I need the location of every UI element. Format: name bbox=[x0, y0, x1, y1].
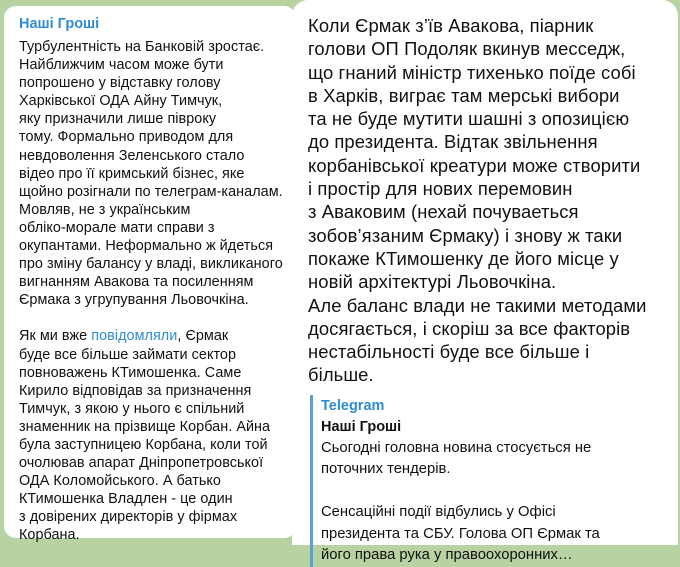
post-line: голови ОП Подоляк вкинув месседж, bbox=[308, 38, 626, 60]
post-line: більше. bbox=[308, 364, 374, 386]
preview-line: Сенсаційні події відбулись у Офісі bbox=[321, 503, 556, 520]
paragraph-line: Турбулентність на Банковій зростає. bbox=[19, 39, 265, 55]
post-text bbox=[308, 14, 666, 387]
post-line: покаже КТимошенку де його місце у bbox=[308, 247, 619, 269]
paragraph-line: Кирило відповідав за призначення bbox=[19, 382, 252, 399]
paragraph-line: невдоволення Зеленського стало bbox=[19, 147, 245, 164]
message-bubble-left bbox=[4, 6, 296, 544]
paragraph-line: повноважень КТимошенка. Саме bbox=[19, 364, 242, 381]
paragraph-line: з довірених директорів у фірмах bbox=[19, 509, 238, 526]
paragraph-line: Харківської ОДА Айну Тимчук, bbox=[19, 93, 223, 110]
preview-line: поточних тендерів. bbox=[321, 461, 451, 478]
post-paragraph-1 bbox=[19, 38, 286, 309]
post-line: до президента. Відтак звільнення bbox=[308, 131, 598, 153]
paragraph-line: Тимчук, з якою у нього є спільний bbox=[19, 400, 245, 417]
link-preview-title: Наші Гроші bbox=[321, 418, 402, 435]
paragraph-line: обліко-морале мати справи з bbox=[19, 219, 215, 236]
paragraph-line: ОДА Коломойського. А батько bbox=[19, 473, 221, 490]
preview-gap bbox=[321, 481, 666, 502]
paragraph-line: попрошено у відставку голову bbox=[19, 75, 221, 92]
preview-line: Сьогодні головна новина стосується не bbox=[321, 439, 592, 456]
paragraph-line: вигнанням Авакова та посиленням bbox=[19, 274, 254, 291]
preview-line: його права рука у правоохоронних… bbox=[321, 547, 573, 564]
post-paragraph-2 bbox=[19, 327, 286, 544]
link-preview-description-2 bbox=[321, 502, 666, 567]
paragraph-line: знаменник на прізвище Корбан. Айна bbox=[19, 418, 271, 435]
paragraph-line: буде все більше займати сектор bbox=[19, 346, 237, 363]
post-line: досягається, і скоріш за все факторів bbox=[308, 317, 631, 339]
post-line: та не буде мутити шашні з опозицією bbox=[308, 108, 630, 130]
paragraph-line: КТимошенка Владлен - це один bbox=[19, 491, 233, 508]
preview-line: президента та СБУ. Голова ОП Єрмак та bbox=[321, 525, 600, 542]
paragraph-line: Мовляв, не з українським bbox=[19, 201, 191, 218]
paragraph-line: була заступницею Корбана, коли той bbox=[19, 436, 268, 453]
paragraph-line: яку призначили лише півроку bbox=[19, 111, 217, 128]
paragraph-line: про зміну балансу у владі, викликаного bbox=[19, 256, 283, 273]
post-line: зобов’язаним Єрмаку) і знову ж таки bbox=[308, 224, 623, 246]
reported-link[interactable]: повідомляли bbox=[91, 328, 178, 345]
paragraph-gap bbox=[19, 309, 286, 327]
line-prefix: Як ми вже bbox=[19, 328, 92, 345]
link-preview-site: Telegram bbox=[321, 397, 385, 414]
post-line: що гнаний міністр тихенько поїде собі bbox=[308, 61, 636, 83]
paragraph-line bbox=[19, 327, 286, 345]
post-line: корбанівської креатури може створити bbox=[308, 154, 641, 176]
post-line: в Харків, виграє там мерські вибори bbox=[308, 84, 620, 106]
paragraph-line: Найближчим часом може бути bbox=[19, 57, 224, 74]
channel-name[interactable]: Наші Гроші bbox=[19, 16, 100, 32]
post-line: з Аваковим (нехай почуваеться bbox=[308, 201, 579, 223]
paragraph-line: відео про її кримський бізнес, яке bbox=[19, 165, 245, 182]
line-suffix: , Єрмак bbox=[177, 328, 229, 345]
post-line: Але баланс влади не такими методами bbox=[308, 294, 647, 316]
paragraph-line: очолював апарат Дніпропетровської bbox=[19, 455, 264, 472]
post-line: нестабільності буде все більше і bbox=[308, 341, 590, 363]
paragraph-line: окупантами. Неформально ж йдеться bbox=[19, 238, 274, 255]
post-line: і простір для нових перемовин bbox=[308, 178, 573, 200]
post-line: Коли Єрмак з’їв Авакова, піарник bbox=[308, 15, 594, 36]
paragraph-line: Корбана. bbox=[19, 527, 80, 544]
paragraph-line: Єрмака з угрупування Льовочкіна. bbox=[19, 292, 249, 309]
paragraph-line: тому. Формально приводом для bbox=[19, 129, 234, 146]
link-preview[interactable] bbox=[310, 395, 666, 567]
paragraph-line: щойно розігнали по телеграм-каналам. bbox=[19, 183, 283, 200]
message-bubble-right bbox=[292, 0, 678, 564]
post-line: новій архітектурі Льовочкіна. bbox=[308, 271, 557, 293]
link-preview-description-1 bbox=[321, 438, 666, 481]
